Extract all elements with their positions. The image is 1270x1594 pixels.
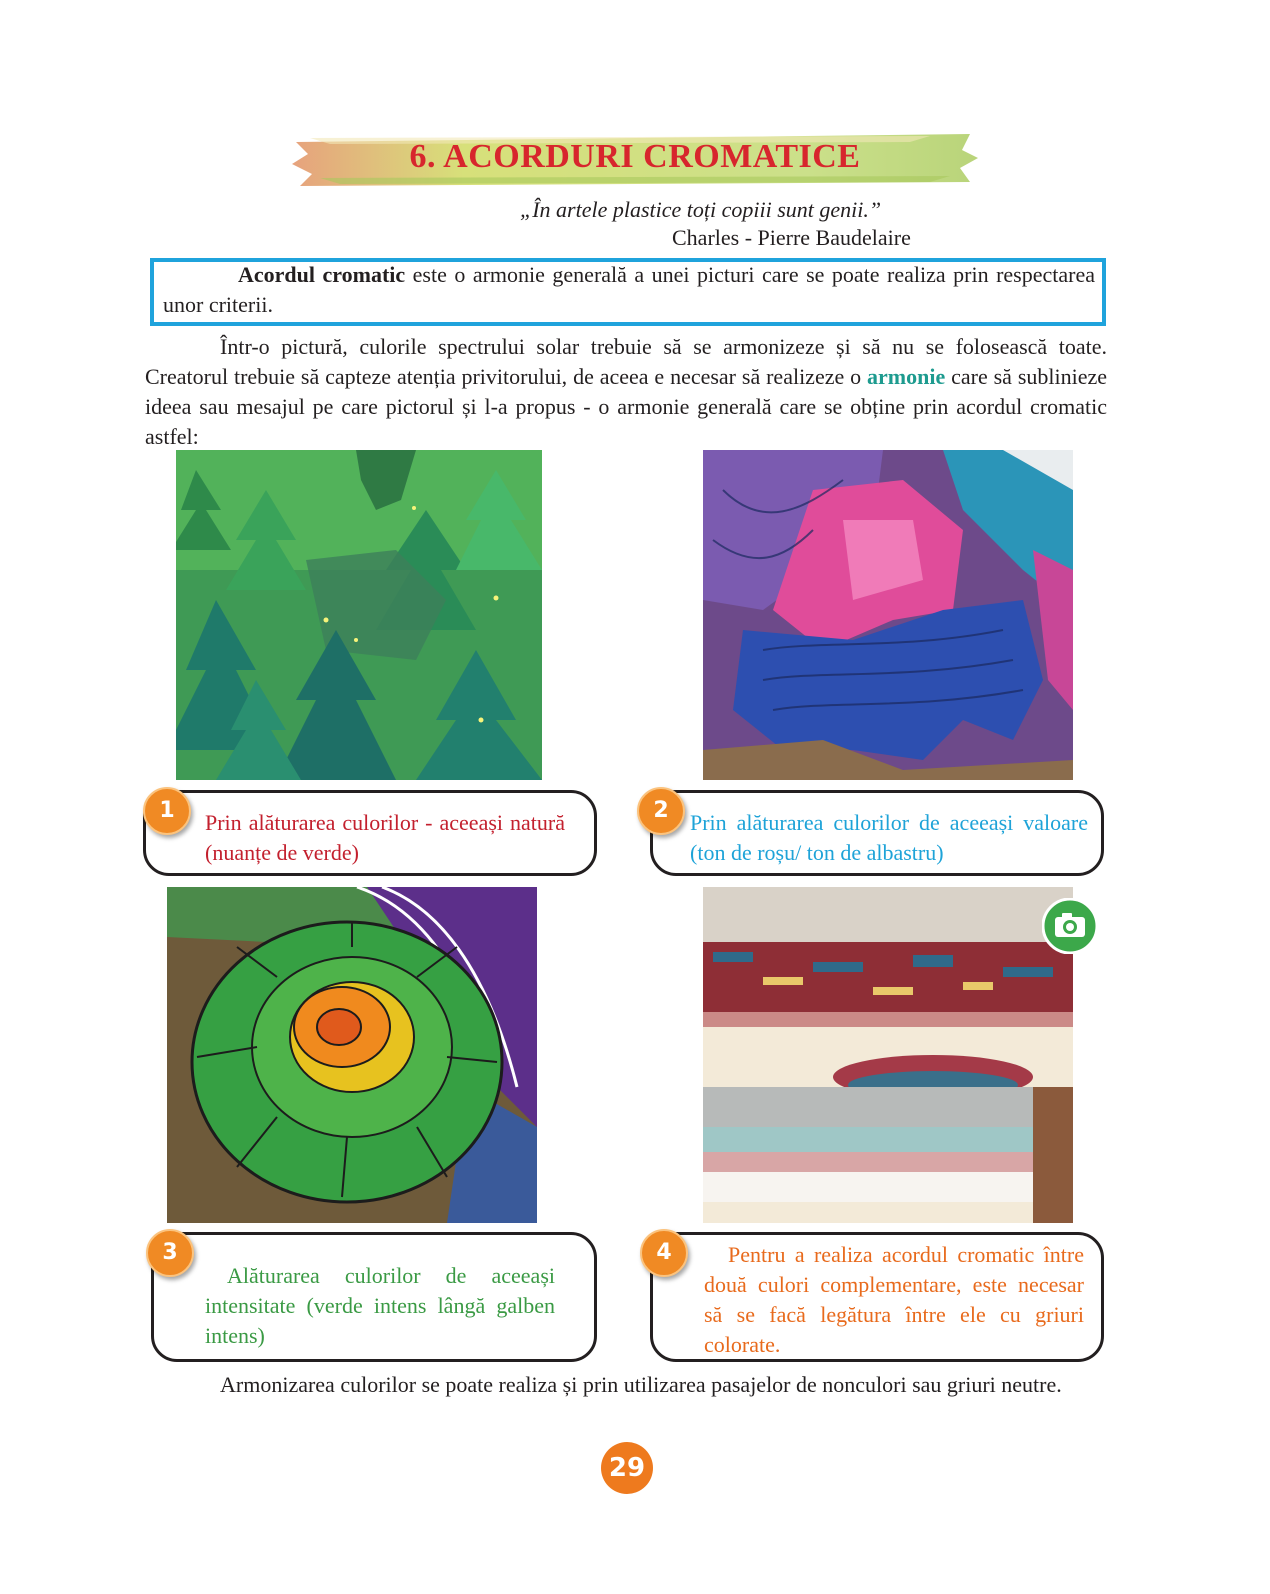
number-badge-1: 1 [143, 787, 191, 835]
number-badge-2: 2 [637, 787, 685, 835]
quote-author: Charles - Pierre Baudelaire [672, 225, 911, 250]
page-number: 29 [601, 1442, 653, 1494]
closing-paragraph [145, 1370, 1107, 1400]
painting-green-yellow-spiral [167, 887, 537, 1223]
caption-text-3: Alăturarea culorilor de aceeași intensitate (verde intens lângă galben intens) [205, 1263, 555, 1348]
painting-blue-pink [703, 450, 1073, 780]
closing-text: Armonizarea culorilor se poate realiza și prin utilizarea pasajelor de nonculori sau griuri neutre. [220, 1372, 1062, 1397]
painting-green-forest [176, 450, 542, 780]
definition-body: este o armonie generală a unei picturi care se poate realiza prin respectarea unor criterii. [163, 262, 1095, 317]
caption-text-2: Prin alăturarea culorilor de aceeași valoare (ton de roșu/ ton de albastru) [690, 810, 1088, 865]
painting-folk-textiles [703, 887, 1073, 1223]
definition-term: Acordul cromatic [238, 262, 406, 287]
camera-icon [1042, 898, 1098, 954]
intro-text-1: Într-o pictură, culorile spectrului solar trebuie să se armonizeze și să nu se folosească toate. Creatorul trebuie să capteze atenția privitorului, de aceea e necesar să realizeze o [145, 334, 1107, 389]
caption-text-4: Pentru a realiza acordul cromatic între două culori complementare, este necesar să se facă legătura între ele cu griuri colorate. [704, 1242, 1084, 1357]
definition-text [163, 260, 1095, 320]
armonie-highlight: armonie [867, 364, 946, 389]
number-badge-3: 3 [146, 1229, 194, 1277]
intro-paragraph [145, 332, 1107, 452]
quote: „În artele plastice toți copiii sunt genii.” [520, 197, 882, 222]
caption-text-1: Prin alăturarea culorilor - aceeași natură (nuanțe de verde) [205, 810, 565, 865]
number-badge-4: 4 [640, 1229, 688, 1277]
intro-text-2: care să sublinieze ideea sau mesajul pe care pictorul și l-a propus - o armonie generală care se obține prin acordul cromatic astfel: [145, 364, 1108, 449]
page-title: 6. ACORDURI CROMATICE [409, 138, 861, 175]
